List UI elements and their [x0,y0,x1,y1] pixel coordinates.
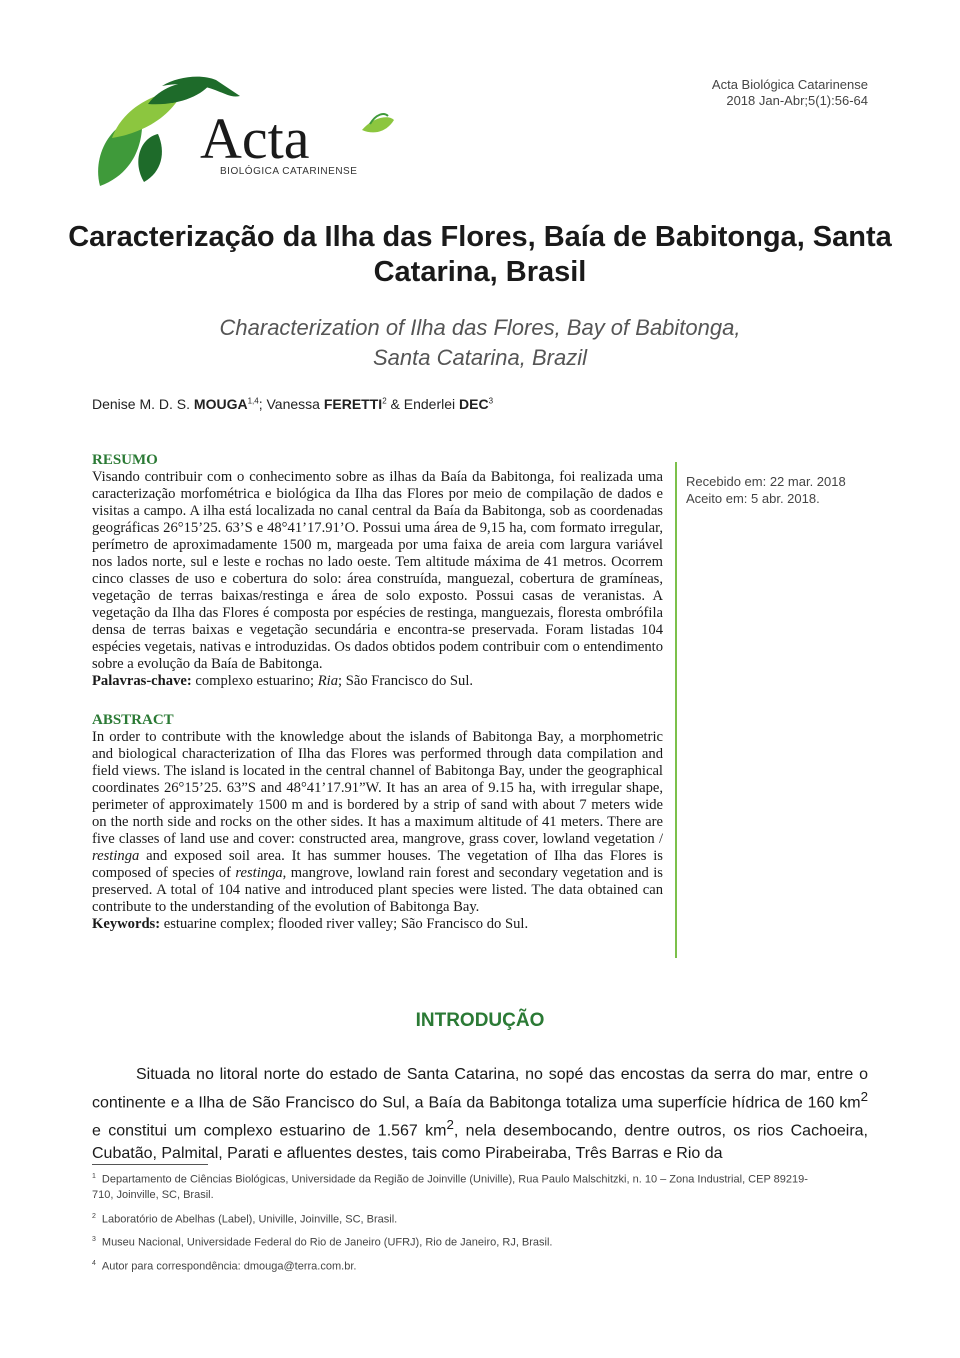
abstract-heading: ABSTRACT [92,712,174,728]
title-english-line-1: Characterization of Ilha das Flores, Bay of Babitonga, [219,315,741,340]
footnote-4-text: Autor para correspondência: dmouga@terra.com.br. [101,1260,357,1273]
journal-name: Acta Biológica Catarinense [711,77,868,92]
footnote-4 [92,1256,812,1275]
resumo-text: Visando contribuir com o conhecimento sobre as ilhas da Baía da Babitonga, foi realizada uma caracterização morfométrica e biológica da Ilha das Flores por meio de compilação de dados e visitas a campo. A ilha está localizada no canal central da Baía da Babitonga, sob as coordenadas geográficas 26°15’25. 63’S e 48°41’17.91’O. Possui uma área de 9,15 ha, com formato irregular, perímetro de aproximadamente 1500 m, margeada por uma faixa de areia com largura variável nos lados norte, sul e leste e rochas no lado oeste. Tem altitude máxima de 41 metros. Ocorrem cinco classes de uso e cobertura do solo: área construída, manguezal, cobertura de gramíneas, vegetação de terras baixas/restinga e área de solo exposto. Possui casas de veranistas. A vegetação da Ilha das Flores é composta por espécies de restinga, manguezais, floresta ombrófila densa de terras baixas e vegetação secundária e encontra-se preservada. Foram listadas 104 espécies vegetais, nativas e introduzidas. Os dados obtidos podem contribuir com o entendimento sobre a evolução da Baía de Babitonga. [92,469,663,672]
bee-icon [362,114,394,132]
author-3-surname: DEC [459,396,489,412]
logo-subtitle: BIOLÓGICA CATARINENSE [220,166,358,177]
resumo-heading: RESUMO [92,452,158,468]
abstract-text-part: , mangrove, lowland rain forest and secondary vegetation and is preserved. A total of 104 native and introduced plant species were listed. The data obtained can contribute to the understanding of the evolution of Babitonga Bay. [92,865,663,915]
abstract-column [92,452,663,933]
author-2-surname: FERETTI [323,396,383,412]
intro-text-part: , nela desembocando, dentre outros, os rios Cachoeira, Cubatão, Palmital, Parati e afluentes destes, tais como Pirabeiraba, Três Barras e Rio da [92,1122,868,1162]
title-english-line-2: Santa Catarina, Brazil [373,345,587,370]
footnote-2 [92,1209,812,1228]
resumo-keywords-label: Palavras-chave: [92,673,192,689]
author-3-affiliation: 3 [488,396,494,406]
journal-logo [92,74,402,196]
introduction-paragraph [92,1064,868,1165]
author-1-surname: MOUGA [193,396,248,412]
journal-info [712,77,868,109]
footnote-3-number: 3 [92,1236,96,1243]
abstract-keywords-text: estuarine complex; flooded river valley; São Francisco do Sul. [160,916,529,932]
footnote-3 [92,1232,812,1251]
title-english [60,313,900,373]
author-separator-2: & Enderlei [386,396,460,412]
abstract-text-part: and exposed soil area. It has summer houses. The vegetation of Ilha das Flores is composed of species of [92,848,663,881]
intro-text-part: Situada no litoral norte do estado de Santa Catarina, no sopé das encostas da serra do mar, entre o continente e a Ilha de São Francisco do Sul, a Baía da Babitonga totaliza uma superfície hídrica de 160 km [92,1066,868,1112]
author-1-given: Denise M. D. S. [92,396,194,412]
abstract-text-part: In order to contribute with the knowledge about the islands of Babitonga Bay, a morphometric and biological characterization of Ilha das Flores was performed through data compilation and field views. The island is located in the central channel of Babitonga Bay, under the geographical coordinates 26°15’25. 63”S and 48°41’17.91”W. It has an area of 9.15 ha, with irregular shape, perimeter of approximately 1500 m and is bordered by a strip of sand with about 7 meters wide on the north side and rocks on the other sides. It has a maximum altitude of 41 meters. There are five classes of land use and cover: constructed area, mangrove, grass cover, lowland vegetation / [92,729,663,847]
footnote-1-text: Departamento de Ciências Biológicas, Universidade da Região de Joinville (Univille), Rua Paulo Malschitzki, n. 10 – Zona Industrial, CEP 89219-710, Joinville, SC, Brasil. [92,1173,808,1201]
author-list [92,396,493,412]
author-2-affiliation: 2 [382,396,387,406]
accepted-date: Aceito em: 5 abr. 2018. [686,491,820,506]
resumo-keywords [92,673,663,690]
footnote-1-number: 1 [92,1173,96,1180]
footnote-2-number: 2 [92,1213,96,1220]
abstract-keywords [92,916,663,933]
abstract-term-restinga: restinga [235,865,283,881]
footnote-1 [92,1169,812,1203]
intro-superscript: 2 [446,1117,454,1133]
footnote-4-number: 4 [92,1260,96,1267]
divider-line [675,462,677,958]
abstract-text [92,729,663,916]
journal-citation: 2018 Jan-Abr;5(1):56-64 [726,93,868,108]
abstract-term-restinga: restinga [92,848,140,864]
author-separator-1: ; Vanessa [258,396,324,412]
logo-wordmark: Acta [200,106,310,171]
resumo-keyword-ria: Ria [317,673,339,689]
abstract-keywords-label: Keywords: [92,916,161,932]
footnote-3-text: Museu Nacional, Universidade Federal do Rio de Janeiro (UFRJ), Rio de Janeiro, RJ, Brasil. [101,1236,553,1249]
intro-superscript: 2 [860,1089,868,1104]
author-1-affiliation: 1,4 [247,396,259,406]
received-date: Recebido em: 22 mar. 2018 [686,474,846,489]
resumo-keywords-text-end: ; São Francisco do Sul. [338,673,474,689]
resumo-keywords-text: complexo estuarino; [191,673,318,689]
title-portuguese: Caracterização da Ilha das Flores, Baía de Babitonga, Santa Catarina, Brasil [68,221,892,288]
intro-text-part: e constitui um complexo estuarino de 1.567 km [92,1122,447,1140]
footnote-2-text: Laboratório de Abelhas (Label), Univille, Joinville, SC, Brasil. [101,1213,398,1226]
article-dates [686,473,846,507]
footnote-rule [92,1164,208,1165]
introduction-heading: INTRODUÇÃO [415,1010,545,1031]
